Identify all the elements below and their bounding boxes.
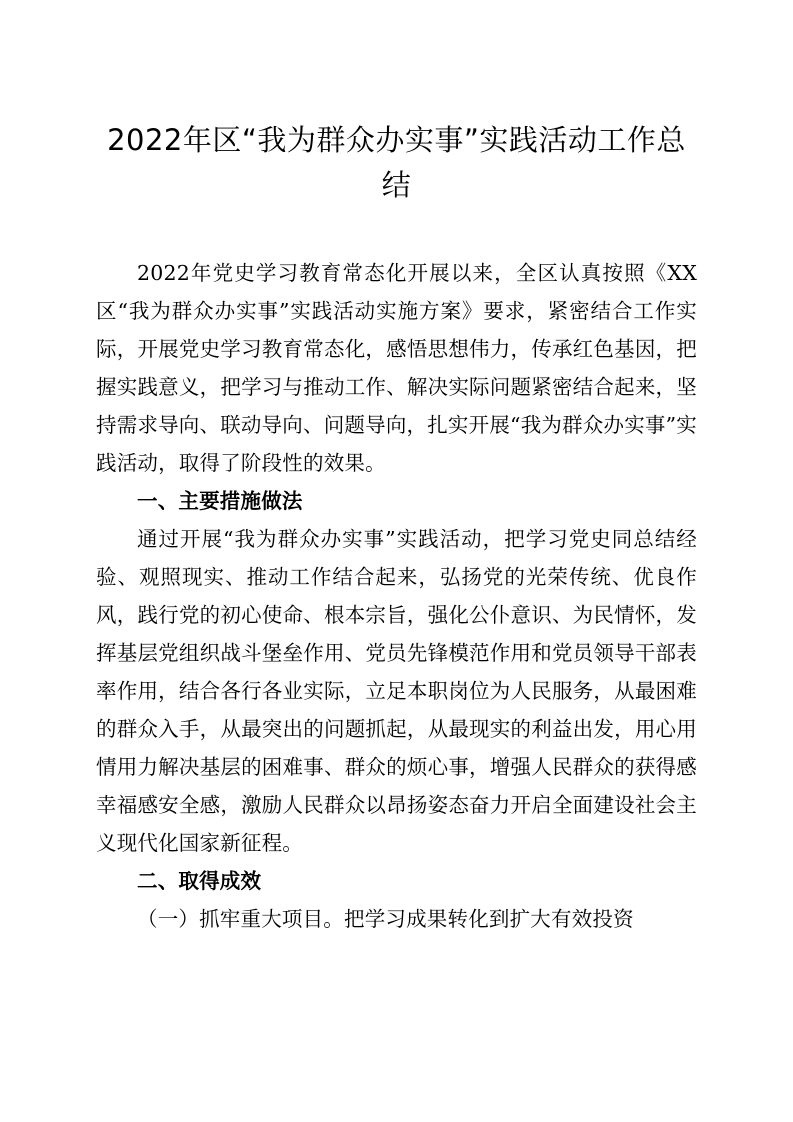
section-heading-2: 二、取得成效 bbox=[137, 869, 262, 893]
paragraph-results: （一）抓牢重大项目。把学习成果转化到扩大有效投资 bbox=[137, 907, 634, 931]
section-heading-1: 一、主要措施做法 bbox=[137, 489, 303, 513]
document-body bbox=[96, 254, 697, 938]
paragraph-measures: 通过开展“我为群众办实事”实践活动，把学习党史同总结经验、观照现实、推动工作结合起来，弘扬党的光荣传统、优良作风，践行党的初心使命、根本宗旨，强化公仆意识、为民情怀，发挥基层党组织战斗堡垒作用、党员先锋模范作用和党员领导干部表率作用，结合各行各业实际，立足本职岗位为人民服务，从最困难的群众入手，从最突出的问题抓起，从最现实的利益出发，用心用情用力解决基层的困难事、群众的烦心事，增强人民群众的获得感幸福感安全感，激励人民群众以昂扬姿态奋力开启全面建设社会主义现代化国家新征程。 bbox=[96, 527, 697, 855]
page-title: 2022年区“我为群众办实事”实践活动工作总结 bbox=[107, 123, 686, 202]
paragraph-intro: 2022年党史学习教育常态化开展以来，全区认真按照《XX区“我为群众办实事”实践活动实施方案》要求，紧密结合工作实际，开展党史学习教育常态化，感悟思想伟力，传承红色基因，把握实践意义，把学习与推动工作、解决实际问题紧密结合起来，坚持需求导向、联动导向、问题导向，扎实开展“我为群众办实事”实践活动，取得了阶段性的效果。 bbox=[96, 261, 697, 475]
